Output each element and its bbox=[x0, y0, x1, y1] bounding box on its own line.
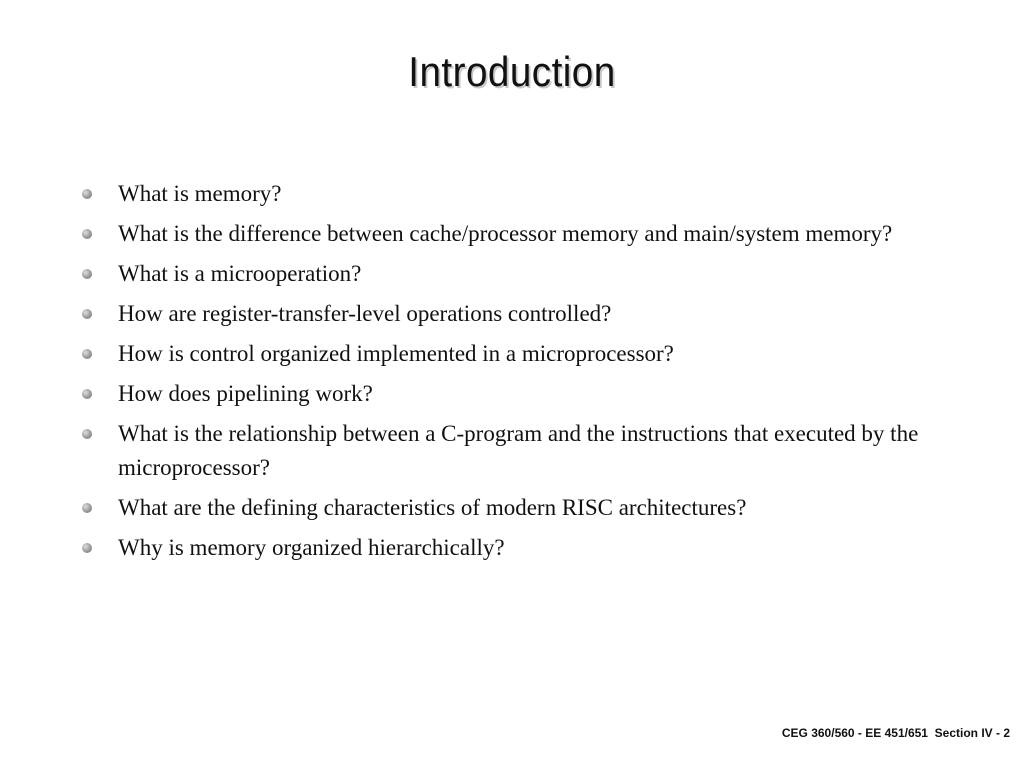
bullet-item bbox=[82, 337, 962, 371]
bullet-dot-icon bbox=[82, 389, 92, 399]
bullet-dot-icon bbox=[82, 429, 92, 439]
bullet-item bbox=[82, 177, 962, 211]
bullet-text: How are register-transfer-level operations controlled? bbox=[118, 301, 612, 326]
bullet-text: What are the defining characteristics of modern RISC architectures? bbox=[118, 495, 747, 520]
bullet-dot-icon bbox=[82, 309, 92, 319]
bullet-text: What is the difference between cache/processor memory and main/system memory? bbox=[118, 221, 893, 246]
bullet-item bbox=[82, 297, 962, 331]
bullet-item bbox=[82, 417, 962, 485]
bullet-item bbox=[82, 217, 962, 251]
bullet-item bbox=[82, 531, 962, 565]
bullet-item bbox=[82, 491, 962, 525]
bullet-dot-icon bbox=[82, 189, 92, 199]
bullet-text: What is a microoperation? bbox=[118, 261, 362, 286]
bullet-dot-icon bbox=[82, 503, 92, 513]
bullet-list bbox=[82, 177, 962, 571]
bullet-text: How does pipelining work? bbox=[118, 381, 373, 406]
bullet-dot-icon bbox=[82, 543, 92, 553]
bullet-text: How is control organized implemented in a microprocessor? bbox=[118, 341, 674, 366]
bullet-item bbox=[82, 257, 962, 291]
slide-footer: CEG 360/560 - EE 451/651 Section IV - 2 bbox=[781, 726, 1010, 740]
bullet-text: What is memory? bbox=[118, 181, 282, 206]
bullet-item bbox=[82, 377, 962, 411]
bullet-dot-icon bbox=[82, 269, 92, 279]
bullet-text: Why is memory organized hierarchically? bbox=[118, 535, 505, 560]
bullet-text: What is the relationship between a C-program and the instructions that executed by the microprocessor? bbox=[118, 421, 919, 480]
slide-title: Introduction bbox=[408, 48, 616, 95]
bullet-dot-icon bbox=[82, 229, 92, 239]
bullet-dot-icon bbox=[82, 349, 92, 359]
